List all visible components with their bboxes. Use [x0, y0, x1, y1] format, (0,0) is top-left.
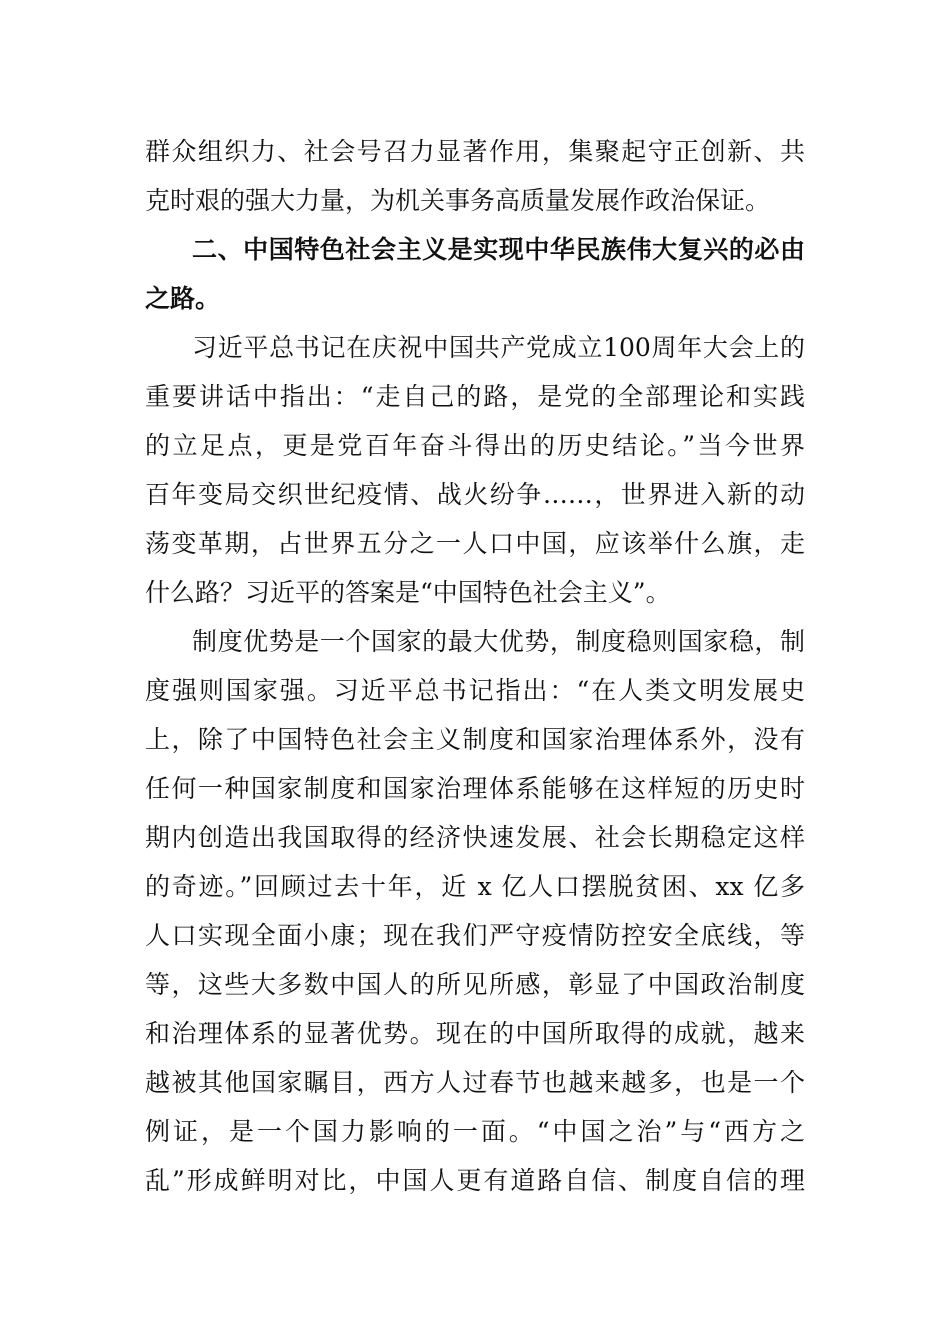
document-page — [145, 127, 805, 1205]
paragraph-3-line-1: 制度优势是一个国家的最大优势，制度稳则国家稳，制 — [192, 627, 805, 656]
paragraph-2-line-3: 的立足点，更是党百年奋斗得出的历史结论。”当今世界 — [145, 431, 805, 460]
paragraph-3-line-7: 人口实现全面小康；现在我们严守疫情防控安全底线，等 — [145, 921, 805, 950]
section-heading-line-2: 之路。 — [145, 284, 221, 313]
paragraph-3-line-4: 任何一种国家制度和国家治理体系能够在这样短的历史时 — [145, 774, 805, 803]
paragraph-3-line-12: 乱”形成鲜明对比，中国人更有道路自信、制度自信的理 — [145, 1166, 805, 1195]
paragraph-2-line-2: 重要讲话中指出：“走自己的路，是党的全部理论和实践 — [145, 382, 805, 411]
paragraph-3-line-5: 期内创造出我国取得的经济快速发展、社会长期稳定这样 — [145, 823, 805, 852]
paragraph-3-line-8: 等，这些大多数中国人的所见所感，彰显了中国政治制度 — [145, 970, 805, 999]
paragraph-3-line-10: 越被其他国家瞩目，西方人过春节也越来越多，也是一个 — [145, 1068, 805, 1097]
paragraph-1-line-2: 克时艰的强大力量，为机关事务高质量发展作政治保证。 — [145, 186, 771, 215]
paragraph-2-line-6: 什么路？习近平的答案是“中国特色社会主义”。 — [145, 578, 671, 607]
paragraph-2-line-5: 荡变革期，占世界五分之一人口中国，应该举什么旗，走 — [145, 529, 805, 558]
paragraph-3-line-3: 上，除了中国特色社会主义制度和国家治理体系外，没有 — [145, 725, 805, 754]
section-heading-line-1: 二、中国特色社会主义是实现中华民族伟大复兴的必由 — [192, 235, 805, 264]
paragraph-2-line-4: 百年变局交织世纪疫情、战火纷争……，世界进入新的动 — [145, 480, 805, 509]
paragraph-3-line-9: 和治理体系的显著优势。现在的中国所取得的成就，越来 — [145, 1019, 805, 1048]
paragraph-3-line-6: 的奇迹。”回顾过去十年，近 x 亿人口摆脱贫困、xx 亿多 — [145, 872, 805, 901]
paragraph-2-line-1: 习近平总书记在庆祝中国共产党成立100周年大会上的 — [192, 333, 805, 362]
paragraph-3-line-2: 度强则国家强。习近平总书记指出：“在人类文明发展史 — [145, 676, 805, 705]
paragraph-1-line-1: 群众组织力、社会号召力显著作用，集聚起守正创新、共 — [145, 137, 805, 166]
paragraph-3-line-11: 例证，是一个国力影响的一面。“中国之治”与“西方之 — [145, 1117, 805, 1146]
